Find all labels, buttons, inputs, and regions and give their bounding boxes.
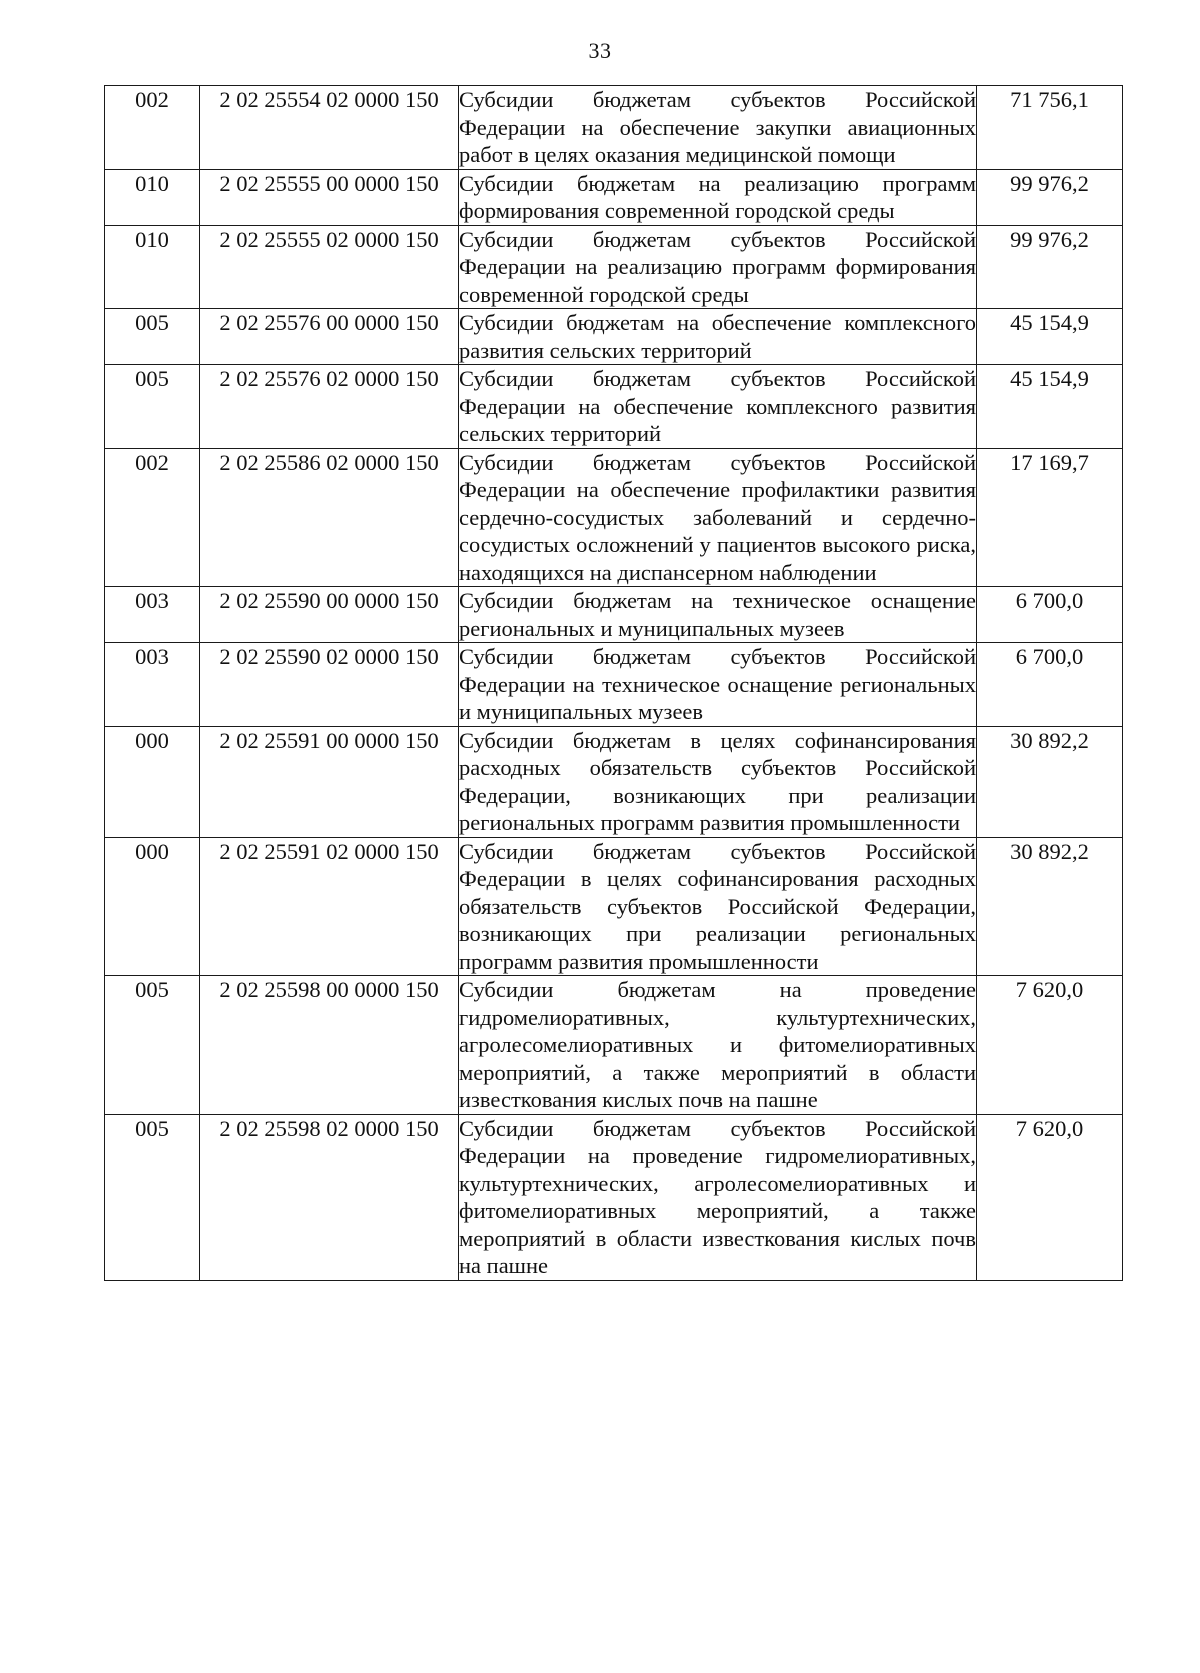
admin-code-cell: 005 (105, 976, 200, 1115)
budget-code-cell: 2 02 25598 00 0000 150 (200, 976, 459, 1115)
revenue-name-cell: Субсидии бюджетам субъектов Российской Федерации на обеспечение профилактики развития сердечно-сосудистых заболеваний и сердечно-сосудистых осложнений у пациентов высокого риска, находящихся на диспансерном наблюдении (459, 449, 976, 585)
budget-code-cell: 2 02 25591 02 0000 150 (200, 837, 459, 976)
admin-code-cell: 003 (105, 587, 200, 643)
amount-cell: 45 154,9 (977, 365, 1123, 449)
budget-code-cell: 2 02 25555 02 0000 150 (200, 225, 459, 309)
page-number: 33 (588, 38, 612, 63)
table-row (105, 169, 1123, 225)
revenue-name-cell: Субсидии бюджетам на техническое оснащение региональных и муниципальных музеев (459, 588, 976, 641)
admin-code-cell: 002 (105, 86, 200, 170)
budget-code-cell: 2 02 25586 02 0000 150 (200, 448, 459, 587)
revenue-name-cell: Субсидии бюджетам субъектов Российской Федерации на обеспечение комплексного развития сельских территорий (459, 366, 976, 446)
budget-code-cell: 2 02 25591 00 0000 150 (200, 726, 459, 837)
admin-code-cell: 000 (105, 837, 200, 976)
budget-table (104, 85, 1123, 1281)
amount-cell: 7 620,0 (977, 976, 1123, 1115)
admin-code-cell: 010 (105, 225, 200, 309)
revenue-name-cell: Субсидии бюджетам на обеспечение комплексного развития сельских территорий (459, 310, 976, 363)
amount-cell: 71 756,1 (977, 86, 1123, 170)
table-row (105, 225, 1123, 309)
revenue-name-cell: Субсидии бюджетам субъектов Российской Федерации на обеспечение закупки авиационных работ в целях оказания медицинской помощи (459, 87, 976, 167)
amount-cell: 45 154,9 (977, 309, 1123, 365)
budget-code-cell: 2 02 25590 00 0000 150 (200, 587, 459, 643)
amount-cell: 6 700,0 (977, 643, 1123, 727)
budget-code-cell: 2 02 25576 00 0000 150 (200, 309, 459, 365)
budget-code-cell: 2 02 25576 02 0000 150 (200, 365, 459, 449)
amount-cell: 30 892,2 (977, 726, 1123, 837)
table-row (105, 587, 1123, 643)
revenue-name-cell: Субсидии бюджетам субъектов Российской Федерации на техническое оснащение региональных и муниципальных музеев (459, 644, 976, 724)
amount-cell: 6 700,0 (977, 587, 1123, 643)
admin-code-cell: 005 (105, 1114, 200, 1280)
admin-code-cell: 002 (105, 448, 200, 587)
amount-cell: 7 620,0 (977, 1114, 1123, 1280)
budget-code-cell: 2 02 25590 02 0000 150 (200, 643, 459, 727)
amount-cell: 99 976,2 (977, 169, 1123, 225)
admin-code-cell: 010 (105, 169, 200, 225)
table-row (105, 86, 1123, 170)
table-row (105, 448, 1123, 587)
amount-cell: 17 169,7 (977, 448, 1123, 587)
table-row (105, 643, 1123, 727)
table-row (105, 726, 1123, 837)
admin-code-cell: 000 (105, 726, 200, 837)
budget-table-body (105, 86, 1123, 1281)
amount-cell: 30 892,2 (977, 837, 1123, 976)
table-row (105, 365, 1123, 449)
budget-code-cell: 2 02 25554 02 0000 150 (200, 86, 459, 170)
revenue-name-cell: Субсидии бюджетам субъектов Российской Федерации на реализацию программ формирования современной городской среды (459, 226, 976, 307)
revenue-name-cell: Субсидии бюджетам на реализацию программ формирования современной городской среды (459, 170, 976, 223)
admin-code-cell: 005 (105, 365, 200, 449)
revenue-name-cell: Субсидии бюджетам на проведение гидромелиоративных, культуртехнических, агролесомелиоративных и фитомелиоративных мероприятий, а также мероприятий в области известкования кислых почв на пашне (459, 977, 976, 1112)
revenue-name-cell: Субсидии бюджетам в целях софинансирования расходных обязательств субъектов Российской Федерации, возникающих при реализации региональных программ развития промышленности (459, 727, 976, 835)
budget-code-cell: 2 02 25598 02 0000 150 (200, 1114, 459, 1280)
table-row (105, 309, 1123, 365)
table-row (105, 837, 1123, 976)
admin-code-cell: 005 (105, 309, 200, 365)
table-row (105, 1114, 1123, 1280)
admin-code-cell: 003 (105, 643, 200, 727)
revenue-name-cell: Субсидии бюджетам субъектов Российской Федерации в целях софинансирования расходных обязательств субъектов Российской Федерации, возникающих при реализации региональных программ развития промышленности (459, 838, 976, 974)
amount-cell: 99 976,2 (977, 225, 1123, 309)
revenue-name-cell: Субсидии бюджетам субъектов Российской Федерации на проведение гидромелиоративных, культуртехнических, агролесомелиоративных и фитомелиоративных мероприятий, а также мероприятий в области известкования кислых почв на пашне (459, 1115, 976, 1278)
budget-code-cell: 2 02 25555 00 0000 150 (200, 169, 459, 225)
table-row (105, 976, 1123, 1115)
